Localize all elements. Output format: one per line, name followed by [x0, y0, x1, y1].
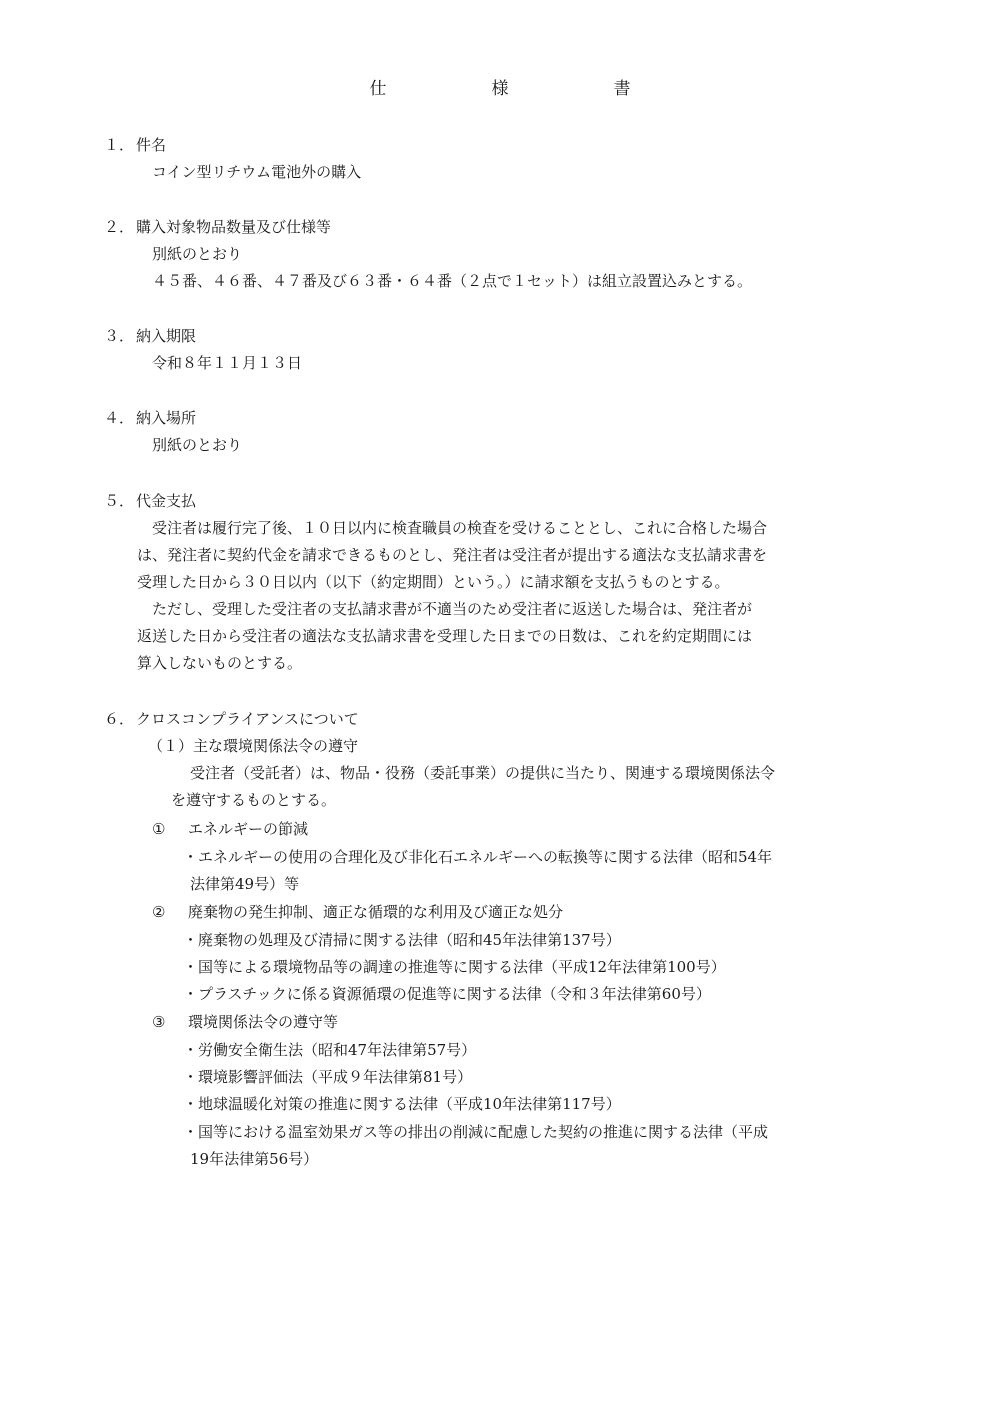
section-title: 納入期限	[136, 327, 197, 345]
section-5-paragraph-line: 算入しないものとする。	[137, 654, 303, 672]
law-bullet: ・国等における温室効果ガス等の排出の削減に配慮した契約の推進に関する法律（平成	[183, 1123, 769, 1141]
item-number: ②	[152, 903, 166, 921]
section-4-text: 別紙のとおり	[152, 436, 243, 454]
subsection-heading: （１）主な環境関係法令の遵守	[148, 737, 359, 755]
section-6-heading	[104, 706, 359, 733]
item-number: ③	[152, 1013, 166, 1031]
section-title: クロスコンプライアンスについて	[136, 710, 359, 728]
section-title: 件名	[136, 136, 167, 154]
section-4-heading	[104, 405, 196, 432]
section-title: 購入対象物品数量及び仕様等	[136, 218, 332, 236]
section-5-paragraph-line: ただし、受理した受注者の支払請求書が不適当のため受注者に返送した場合は、発注者が	[152, 600, 753, 618]
section-2-text: 別紙のとおり	[152, 245, 243, 263]
item-label: 廃棄物の発生抑制、適正な循環的な利用及び適正な処分	[188, 903, 564, 921]
section-5-heading	[104, 488, 196, 515]
section-number: ３．	[104, 327, 135, 345]
section-number: ４．	[104, 409, 135, 427]
law-bullet-continuation: 19年法律第56号）	[190, 1150, 319, 1168]
law-bullet: ・廃棄物の処理及び清掃に関する法律（昭和45年法律第137号）	[183, 931, 621, 949]
law-bullet-continuation: 法律第49号）等	[190, 875, 300, 893]
item-1-heading	[152, 816, 308, 843]
section-number: １．	[104, 136, 135, 154]
section-number: ５．	[104, 492, 135, 510]
law-bullet: ・プラスチックに係る資源循環の促進等に関する法律（令和３年法律第60号）	[183, 985, 711, 1003]
law-bullet: ・エネルギーの使用の合理化及び非化石エネルギーへの転換等に関する法律（昭和54年	[183, 848, 773, 866]
document-title: 仕 様 書	[369, 79, 675, 99]
section-2-heading	[104, 214, 331, 241]
law-bullet: ・環境影響評価法（平成９年法律第81号）	[183, 1068, 473, 1086]
law-bullet: ・国等による環境物品等の調達の推進等に関する法律（平成12年法律第100号）	[183, 958, 726, 976]
section-title: 代金支払	[136, 492, 197, 510]
section-3-text: 令和８年１１月１３日	[152, 354, 303, 372]
item-number: ①	[152, 820, 166, 838]
item-3-heading	[152, 1009, 338, 1036]
subsection-paragraph-line: を遵守するものとする。	[171, 791, 337, 809]
section-5-paragraph-line: 返送した日から受注者の適法な支払請求書を受理した日までの日数は、これを約定期間には	[137, 627, 753, 645]
section-number: ６．	[104, 710, 135, 728]
section-5-paragraph-line: は、発注者に契約代金を請求できるものとし、発注者は受注者が提出する適法な支払請求書を	[137, 546, 768, 564]
section-2-text: ４５番、４６番、４７番及び６３番・６４番（２点で１セット）は組立設置込みとする。	[152, 272, 753, 290]
section-3-heading	[104, 323, 196, 350]
section-1-text: コイン型リチウム電池外の購入	[152, 163, 362, 181]
item-2-heading	[152, 899, 563, 926]
section-5-paragraph-line: 受注者は履行完了後、１０日以内に検査職員の検査を受けることとし、これに合格した場合	[152, 519, 768, 537]
section-title: 納入場所	[136, 409, 197, 427]
section-1-heading	[104, 132, 166, 159]
law-bullet: ・地球温暖化対策の推進に関する法律（平成10年法律第117号）	[183, 1095, 621, 1113]
item-label: エネルギーの節減	[188, 820, 309, 838]
section-number: ２．	[104, 218, 135, 236]
law-bullet: ・労働安全衛生法（昭和47年法律第57号）	[183, 1041, 477, 1059]
subsection-paragraph-line: 受注者（受託者）は、物品・役務（委託事業）の提供に当たり、関連する環境関係法令	[190, 764, 776, 782]
section-5-paragraph-line: 受理した日から３０日以内（以下（約定期間）という。）に請求額を支払うものとする。	[137, 573, 730, 591]
item-label: 環境関係法令の遵守等	[188, 1013, 339, 1031]
